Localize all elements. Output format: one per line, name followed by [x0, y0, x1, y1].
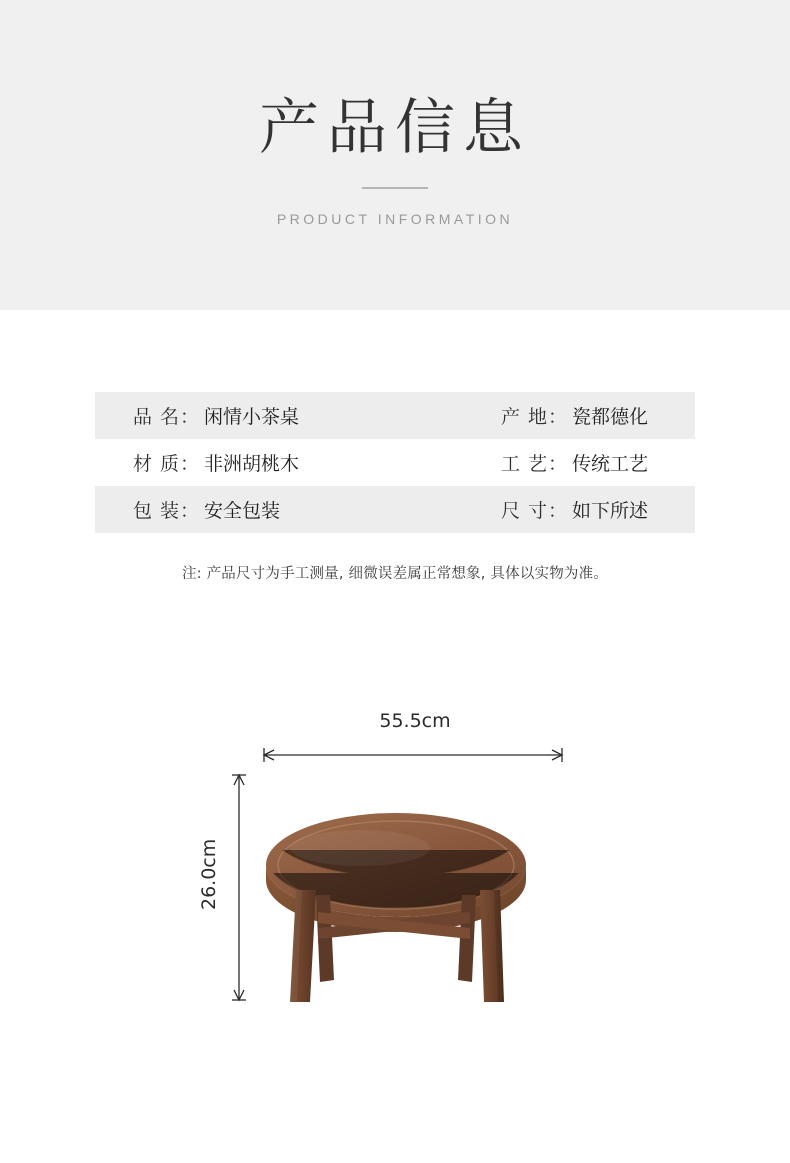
table-row [95, 486, 695, 533]
height-dimension-arrow [234, 775, 244, 1000]
product-dimension-figure [0, 690, 790, 1070]
spec-label: 品 名： [133, 406, 201, 428]
figure-graphics [0, 690, 790, 1070]
table-row [95, 392, 695, 439]
spec-cell-name [133, 402, 395, 429]
height-dimension-label: 26.0cm [198, 838, 220, 910]
spec-cell-craft [395, 449, 657, 476]
spec-cell-material [133, 449, 395, 476]
header-content [0, 95, 790, 227]
table-row [95, 439, 695, 486]
page-subtitle: PRODUCT INFORMATION [276, 211, 514, 227]
measurement-note: 注: 产品尺寸为手工测量, 细微误差属正常想象, 具体以实物为准。 [181, 566, 609, 582]
width-dimension-label: 55.5cm [379, 710, 451, 732]
page-header-banner [0, 0, 790, 310]
title-divider [362, 187, 428, 189]
spec-cell-origin [395, 402, 657, 429]
width-dimension-arrow [264, 750, 562, 760]
spec-label: 产 地： [501, 406, 569, 428]
spec-value: 闲情小茶桌 [204, 406, 300, 428]
spec-label: 材 质： [133, 453, 201, 475]
spec-value: 非洲胡桃木 [204, 453, 300, 475]
spec-label: 包 装： [133, 500, 201, 522]
page-title: 产品信息 [259, 93, 531, 163]
spec-value: 安全包装 [204, 500, 281, 522]
specification-table [95, 392, 695, 533]
spec-cell-packaging [133, 496, 395, 523]
spec-cell-size [395, 496, 657, 523]
spec-value: 瓷都德化 [572, 406, 649, 428]
spec-value: 如下所述 [572, 500, 649, 522]
tea-table-illustration [266, 813, 526, 1002]
spec-label: 尺 寸： [501, 500, 569, 522]
spec-value: 传统工艺 [572, 453, 649, 475]
spec-label: 工 艺： [501, 453, 569, 475]
